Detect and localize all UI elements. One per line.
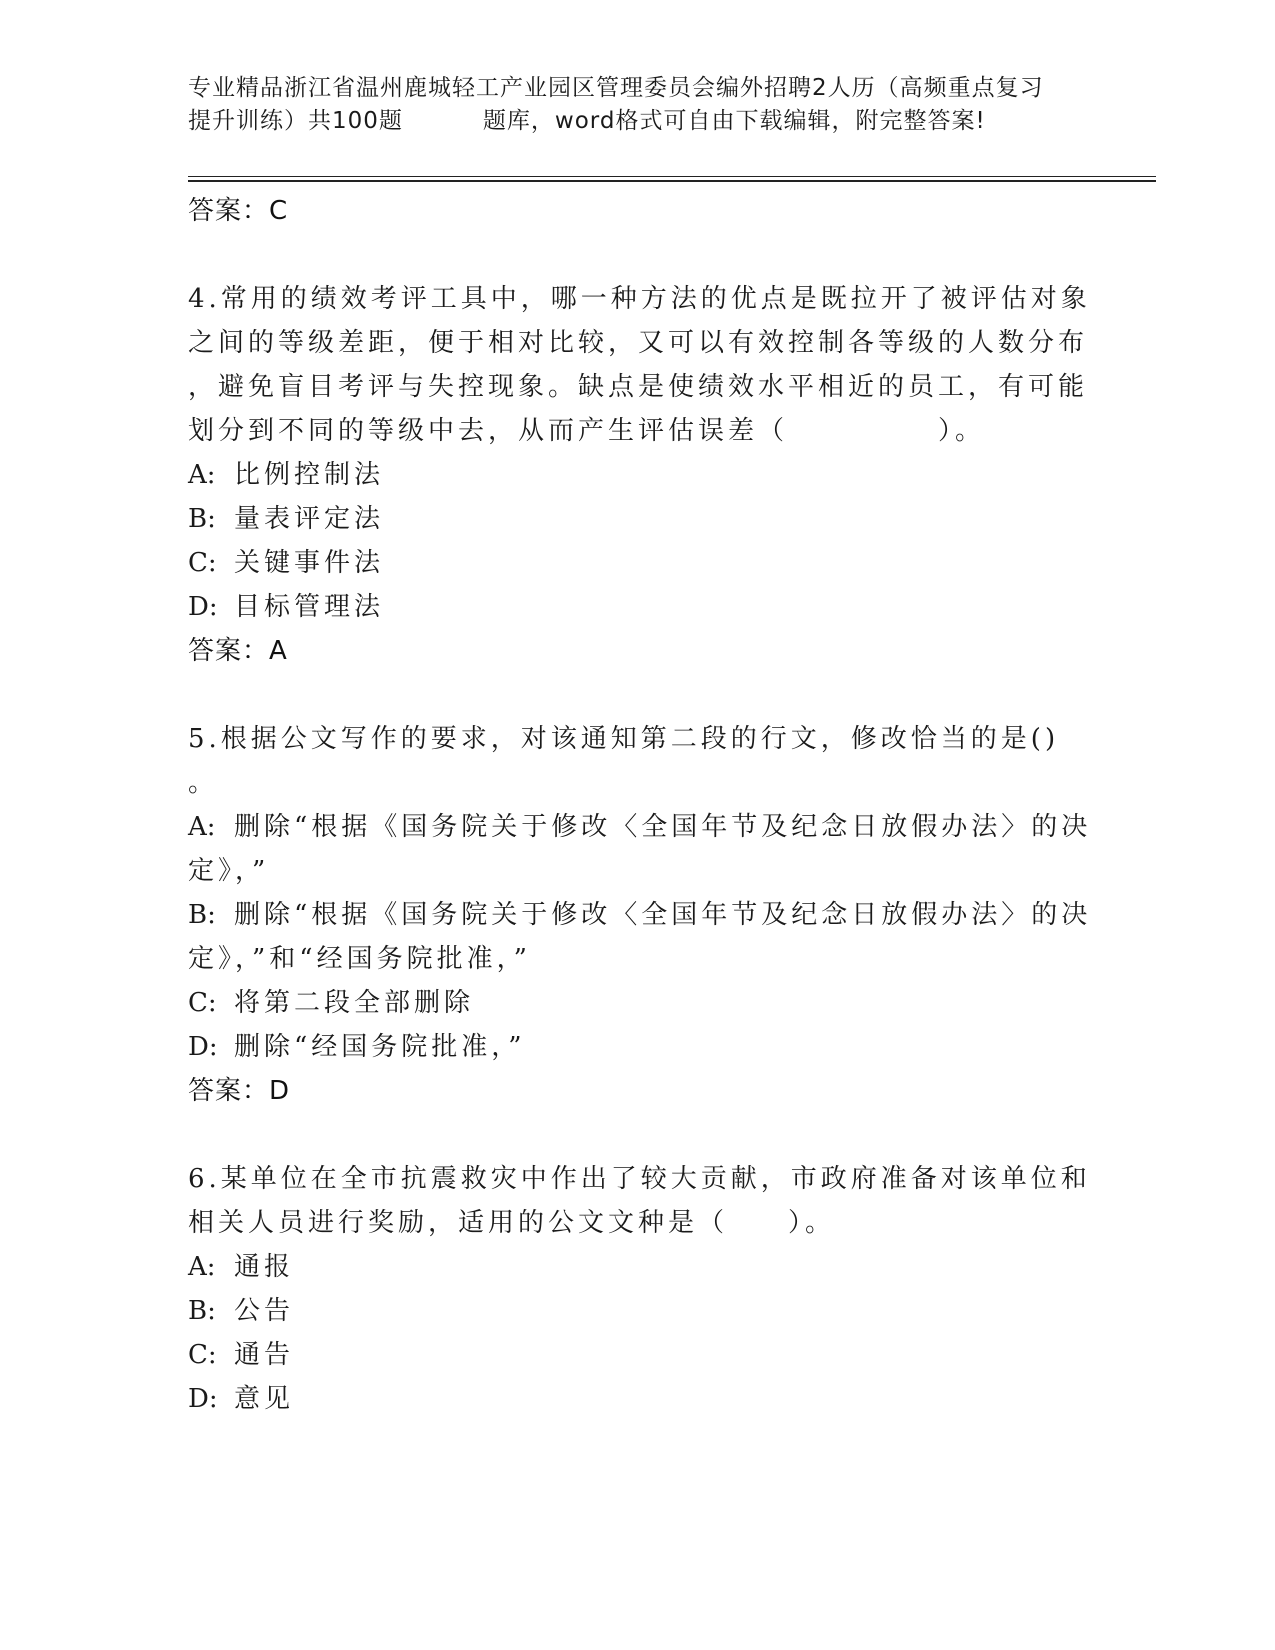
option-text: 删除“根据《国务院关于修改〈全国年节及纪念日放假办法〉的决 xyxy=(234,900,1092,930)
header-line-2-left: 提升训练）共100题 xyxy=(188,108,403,134)
q6-line-2: 相关人员进行奖励，适用的公文文种是（ ）。 xyxy=(188,1208,836,1238)
header-line-2 xyxy=(188,105,1088,138)
q4-line-3: ，避免盲目考评与失控现象。缺点是使绩效水平相近的员工，有可能 xyxy=(188,372,1089,402)
q4-option-b xyxy=(188,498,384,535)
q4-option-c xyxy=(188,542,384,579)
option-text: 将第二段全部删除 xyxy=(234,988,475,1018)
option-text: 比例控制法 xyxy=(234,460,385,490)
page-header xyxy=(188,72,1088,138)
answer-q5: 答案：D xyxy=(188,1076,291,1106)
option-key: C: xyxy=(188,548,217,578)
option-key: C: xyxy=(188,988,217,1018)
q5-option-c xyxy=(188,982,474,1019)
q5-line-2: 。 xyxy=(188,768,219,798)
option-key: D: xyxy=(188,1032,218,1062)
option-text: 删除“根据《国务院关于修改〈全国年节及纪念日放假办法〉的决 xyxy=(234,812,1092,842)
option-text: 关键事件法 xyxy=(234,548,385,578)
q5-option-a-cont: 定》，” xyxy=(188,856,270,886)
q4-line-2: 之间的等级差距，便于相对比较，又可以有效控制各等级的人数分布 xyxy=(188,328,1089,358)
header-line-1: 专业精品浙江省温州鹿城轻工产业园区管理委员会编外招聘2人历（高频重点复习 xyxy=(188,75,1044,101)
option-key: A: xyxy=(188,460,216,490)
option-key: D: xyxy=(188,1384,218,1414)
option-key: D: xyxy=(188,592,218,622)
header-line-2-right: 题库，word格式可自由下载编辑，附完整答案! xyxy=(482,108,986,134)
q6-option-d xyxy=(188,1378,294,1415)
option-text: 通告 xyxy=(234,1340,295,1370)
q6-option-b xyxy=(188,1290,294,1327)
option-key: B: xyxy=(188,1296,216,1326)
option-key: B: xyxy=(188,900,216,930)
option-key: A: xyxy=(188,812,216,842)
option-text: 目标管理法 xyxy=(234,592,385,622)
q6-line-1: 6.某单位在全市抗震救灾中作出了较大贡献，市政府准备对该单位和 xyxy=(188,1164,1091,1194)
header-divider-thick xyxy=(188,180,1156,182)
option-text: 通报 xyxy=(234,1252,295,1282)
option-key: C: xyxy=(188,1340,217,1370)
q4-option-a xyxy=(188,454,384,491)
header-divider-thin xyxy=(188,176,1156,177)
answer-q4: 答案：A xyxy=(188,636,288,666)
q5-option-b-cont: 定》，”和“经国务院批准，” xyxy=(188,944,531,974)
q6-option-c xyxy=(188,1334,294,1371)
q5-option-a xyxy=(188,806,1091,843)
option-text: 意见 xyxy=(234,1384,295,1414)
q4-option-d xyxy=(188,586,384,623)
option-text: 公告 xyxy=(234,1296,295,1326)
q5-option-d xyxy=(188,1026,526,1063)
q6-option-a xyxy=(188,1246,294,1283)
option-text: 删除“经国务院批准，” xyxy=(234,1032,526,1062)
option-key: B: xyxy=(188,504,216,534)
option-text: 量表评定法 xyxy=(234,504,385,534)
q5-line-1: 5.根据公文写作的要求，对该通知第二段的行文，修改恰当的是() xyxy=(188,724,1060,754)
q5-option-b xyxy=(188,894,1091,931)
q4-line-4: 划分到不同的等级中去，从而产生评估误差（ ）。 xyxy=(188,416,986,446)
answer-q3: 答案：C xyxy=(188,196,289,226)
option-key: A: xyxy=(188,1252,216,1282)
q4-line-1: 4.常用的绩效考评工具中，哪一种方法的优点是既拉开了被评估对象 xyxy=(188,284,1091,314)
